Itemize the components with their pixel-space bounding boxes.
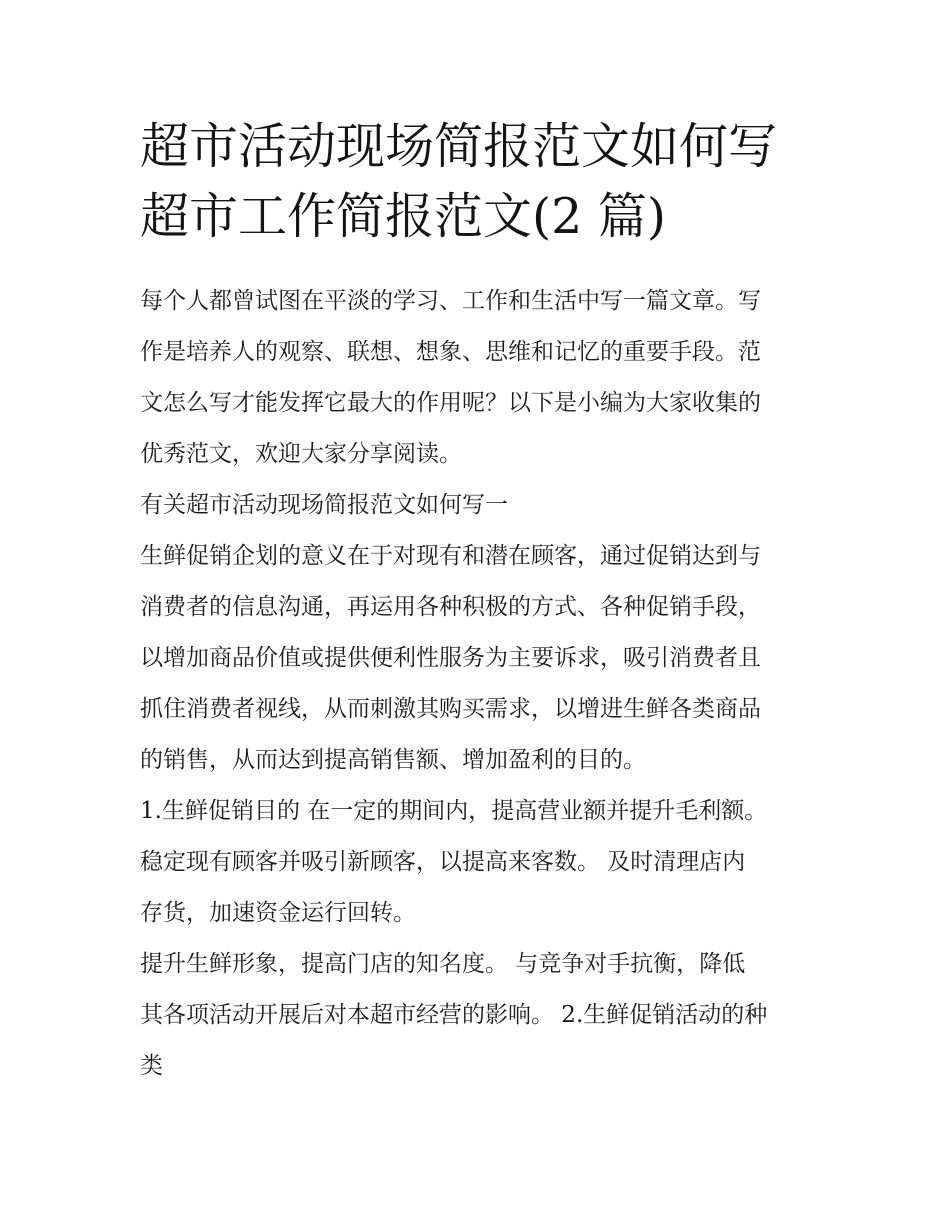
text-line: 有关超市活动现场简报范文如何写一 <box>140 492 508 518</box>
text-line: 稳定现有顾客并吸引新顾客，以提高来客数。 及时清理店内 <box>140 849 746 875</box>
paragraph-purpose <box>140 786 820 939</box>
text-line: 消费者的信息沟通，再运用各种积极的方式、各种促销手段， <box>140 594 761 620</box>
text-line: 作是培养人的观察、联想、想象、思维和记忆的重要手段。范 <box>140 339 761 365</box>
text-line: 抓住消费者视线，从而刺激其购买需求，以增进生鲜各类商品 <box>140 696 761 722</box>
text-line: 提升生鲜形象，提高门店的知名度。 与竞争对手抗衡，降低 <box>140 951 746 977</box>
document-title <box>140 112 820 252</box>
text-line: 类 <box>140 1053 163 1079</box>
text-line: 存货，加速资金运行回转。 <box>140 900 416 926</box>
paragraph-image <box>140 939 820 1092</box>
document-page <box>140 112 820 1092</box>
text-line: 的销售，从而达到提高销售额、增加盈利的目的。 <box>140 747 646 773</box>
paragraph-significance <box>140 531 820 786</box>
text-line: 1.生鲜促销目的 在一定的期间内，提高营业额并提升毛利额。 <box>140 798 768 824</box>
title-line-1: 超市活动现场简报范文如何写 <box>140 118 778 175</box>
document-body <box>140 276 820 1092</box>
text-line: 以增加商品价值或提供便利性服务为主要诉求，吸引消费者且 <box>140 645 761 671</box>
title-line-2: 超市工作简报范文(2 篇) <box>140 188 666 245</box>
text-line: 其各项活动开展后对本超市经营的影响。 2.生鲜促销活动的种 <box>140 1002 768 1028</box>
text-line: 文怎么写才能发挥它最大的作用呢？以下是小编为大家收集的 <box>140 390 761 416</box>
text-line: 每个人都曾试图在平淡的学习、工作和生活中写一篇文章。写 <box>140 288 761 314</box>
text-line: 生鲜促销企划的意义在于对现有和潜在顾客，通过促销达到与 <box>140 543 761 569</box>
paragraph-intro <box>140 276 820 480</box>
section-heading <box>140 480 820 531</box>
text-line: 优秀范文，欢迎大家分享阅读。 <box>140 441 462 467</box>
